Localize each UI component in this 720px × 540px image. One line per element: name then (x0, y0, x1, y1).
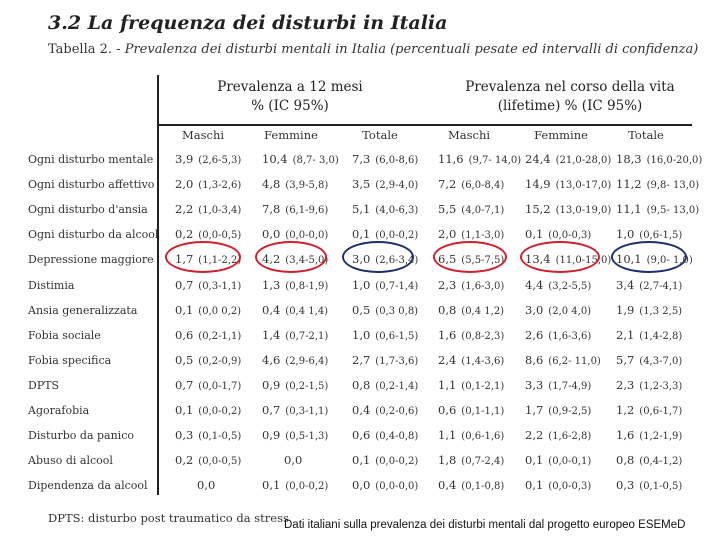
table-cell (438, 428, 504, 442)
cell-value: 3,9 (175, 152, 194, 166)
table-cell (438, 403, 504, 417)
table-cell (438, 303, 504, 317)
cell-confidence-interval: (1,0-3,4) (198, 205, 242, 216)
cell-confidence-interval: (0,1-0,8) (461, 481, 505, 492)
footnote: DPTS: disturbo post traumatico da stress (48, 511, 289, 525)
table-cell (616, 278, 682, 292)
cell-confidence-interval: (13,0-17,0) (555, 180, 612, 191)
cell-confidence-interval: (0,5-1,3) (285, 431, 329, 442)
cell-confidence-interval: (1,3 2,5) (639, 306, 683, 317)
cell-value: 3,0 (525, 303, 544, 317)
cell-value: 11,1 (616, 202, 642, 216)
table-cell (438, 152, 521, 166)
cell-confidence-interval: (5,5-7,5) (461, 255, 505, 266)
table-cell (525, 403, 591, 417)
cell-value: 0,9 (262, 378, 281, 392)
cell-confidence-interval: (0,2-1,5) (285, 381, 329, 392)
table-cell (616, 353, 682, 367)
cell-value: 3,3 (525, 378, 544, 392)
table-cell (616, 177, 699, 191)
cell-confidence-interval: (0,2-1,1) (198, 331, 242, 342)
cell-value: 1,2 (616, 403, 635, 417)
table-cell (175, 278, 241, 292)
cell-confidence-interval: (2,0 4,0) (548, 306, 592, 317)
table-cell (438, 353, 504, 367)
cell-confidence-interval: (0,0-0,3) (548, 230, 592, 241)
cell-value: 0,6 (175, 328, 194, 342)
table-cell (525, 428, 591, 442)
header-lifetime-sub: (lifetime) % (IC 95%) (497, 98, 643, 114)
cell-confidence-interval: (0,0-0,3) (548, 481, 592, 492)
cell-value: 1,0 (352, 328, 371, 342)
cell-confidence-interval: (4,0-7,1) (461, 205, 505, 216)
cell-confidence-interval: (1,6-3,0) (461, 281, 505, 292)
table-cell (352, 428, 418, 442)
cell-confidence-interval: (1,3-2,6) (198, 180, 242, 191)
col-header-male-12m: Maschi (181, 128, 225, 142)
cell-confidence-interval: (0,7-2,1) (285, 331, 329, 342)
cell-value: 11,2 (616, 177, 642, 191)
cell-value: 2,2 (175, 202, 194, 216)
cell-confidence-interval: (0,3-1,1) (285, 406, 329, 417)
cell-value: 1,6 (438, 328, 457, 342)
cell-value: 15,2 (525, 202, 551, 216)
table-cell (262, 353, 328, 367)
cell-value: 3,0 (352, 252, 371, 266)
cell-value: 0,1 (352, 453, 371, 467)
cell-confidence-interval: (0,3-1,1) (198, 281, 242, 292)
cell-confidence-interval: (6,2- 11,0) (548, 356, 601, 367)
table-cell (616, 227, 682, 241)
cell-value: 0,3 (616, 478, 635, 492)
table-cell (262, 152, 339, 166)
cell-confidence-interval: (1,4-2,8) (639, 331, 683, 342)
cell-value: 1,6 (616, 428, 635, 442)
table-cell (438, 202, 504, 216)
row-label: Dipendenza da alcool (28, 479, 148, 492)
cell-value: 2,6 (525, 328, 544, 342)
table-cell (525, 303, 591, 317)
row-label: DPTS (28, 379, 60, 392)
cell-confidence-interval: (0,1-0,5) (639, 481, 683, 492)
cell-value: 1,7 (525, 403, 544, 417)
table-cell (175, 202, 241, 216)
table-caption (48, 42, 698, 57)
cell-value: 0,0 (284, 453, 303, 467)
table-cell (262, 227, 328, 241)
cell-value: 1,1 (438, 428, 457, 442)
table-cell (438, 478, 504, 492)
cell-confidence-interval: (1,6-3,6) (548, 331, 592, 342)
cell-value: 2,0 (175, 177, 194, 191)
table-cell (262, 453, 302, 467)
cell-value: 1,0 (352, 278, 371, 292)
cell-confidence-interval: (9,8- 13,0) (646, 180, 700, 191)
cell-value: 7,8 (262, 202, 281, 216)
row-label: Depressione maggiore (28, 253, 154, 266)
cell-value: 0,1 (175, 403, 194, 417)
cell-value: 8,6 (525, 353, 544, 367)
cell-value: 1,0 (616, 227, 635, 241)
cell-confidence-interval: (0,2-0,6) (375, 406, 419, 417)
table-cell (352, 202, 418, 216)
cell-confidence-interval: (0,0-0,1) (548, 456, 592, 467)
table-cell (175, 403, 241, 417)
row-label: Fobia specifica (28, 354, 112, 367)
table-cell (525, 177, 611, 191)
cell-confidence-interval: (0,9-2,5) (548, 406, 592, 417)
cell-confidence-interval: (0,6-1,5) (375, 331, 419, 342)
cell-value: 0,0 (352, 478, 371, 492)
cell-confidence-interval: (1,2-1,9) (639, 431, 683, 442)
table-cell (262, 428, 328, 442)
cell-confidence-interval: (3,2-5,5) (548, 281, 592, 292)
highlight-ring-total-life (611, 241, 687, 273)
table-cell (438, 177, 504, 191)
cell-value: 7,2 (438, 177, 457, 191)
cell-confidence-interval: (11,0-15,0) (555, 255, 612, 266)
table-cell (616, 303, 682, 317)
highlight-ring-female-12m (255, 241, 327, 273)
cell-value: 3,5 (352, 177, 371, 191)
cell-confidence-interval: (1,1-2,2) (198, 255, 242, 266)
cell-value: 0,1 (525, 227, 544, 241)
table-cell (175, 353, 241, 367)
cell-value: 0,5 (352, 303, 371, 317)
col-header-female-12m: Femmine (264, 128, 318, 142)
cell-confidence-interval: (4,0-6,3) (375, 205, 419, 216)
table-cell (352, 177, 418, 191)
cell-confidence-interval: (2,9-4,0) (375, 180, 419, 191)
table-cell (616, 202, 699, 216)
cell-value: 0,8 (352, 378, 371, 392)
cell-confidence-interval: (0,0-0,5) (198, 456, 242, 467)
row-label: Abuso di alcool (28, 454, 113, 467)
cell-value: 0,1 (175, 303, 194, 317)
cell-confidence-interval: (4,3-7,0) (639, 356, 683, 367)
cell-value: 0,8 (616, 453, 635, 467)
table-cell (352, 478, 418, 492)
cell-value: 4,8 (262, 177, 281, 191)
table-cell (175, 453, 241, 467)
cell-value: 10,4 (262, 152, 288, 166)
cell-confidence-interval: (9,5- 13,0) (646, 205, 700, 216)
cell-value: 0,4 (438, 478, 457, 492)
col-header-total-life: Totale (628, 128, 664, 142)
cell-confidence-interval: (0,0-1,7) (198, 381, 242, 392)
table-cell (525, 328, 591, 342)
cell-value: 0,0 (262, 227, 281, 241)
row-label: Disturbo da panico (28, 429, 134, 442)
table-cell (525, 278, 591, 292)
cell-confidence-interval: (0,6-1,7) (639, 406, 683, 417)
cell-confidence-interval: (0,0-0,0) (375, 481, 419, 492)
cell-value: 0,5 (175, 353, 194, 367)
cell-value: 2,3 (616, 378, 635, 392)
table-cell (525, 227, 591, 241)
cell-confidence-interval: (0,0-0,0) (285, 230, 329, 241)
cell-value: 5,5 (438, 202, 457, 216)
cell-confidence-interval: (1,6-2,8) (548, 431, 592, 442)
cell-value: 2,1 (616, 328, 635, 342)
table-header-rule (157, 124, 692, 126)
row-label: Distimia (28, 279, 75, 292)
cell-confidence-interval: (9,0- 1,0) (646, 255, 693, 266)
cell-value: 0,9 (262, 428, 281, 442)
slide-caption: Dati italiani sulla prevalenza dei disturbi mentali dal progetto europeo ESEMeD (284, 519, 686, 531)
table-cell (262, 202, 328, 216)
cell-confidence-interval: (1,2-3,3) (639, 381, 683, 392)
cell-value: 7,3 (352, 152, 371, 166)
cell-confidence-interval: (2,7-4,1) (639, 281, 683, 292)
cell-confidence-interval: (0,8-1,9) (285, 281, 329, 292)
table-cell (616, 403, 682, 417)
table-cell (616, 328, 682, 342)
cell-value: 0,7 (175, 278, 194, 292)
table-cell (175, 378, 241, 392)
cell-value: 0,4 (352, 403, 371, 417)
table-cell (175, 478, 215, 492)
table-cell (352, 378, 418, 392)
table-cell (616, 478, 682, 492)
table-cell (352, 403, 418, 417)
table-vertical-rule (157, 75, 159, 495)
table-cell (438, 227, 504, 241)
cell-value: 1,8 (438, 453, 457, 467)
cell-value: 10,1 (616, 252, 642, 266)
cell-confidence-interval: (21,0-28,0) (555, 155, 612, 166)
cell-value: 5,7 (616, 353, 635, 367)
table-cell (175, 428, 241, 442)
cell-value: 4,6 (262, 353, 281, 367)
cell-confidence-interval: (0,6-1,5) (639, 230, 683, 241)
table-cell (262, 378, 328, 392)
cell-value: 1,9 (616, 303, 635, 317)
table-caption-text: Prevalenza dei disturbi mentali in Italia (percentuali pesate ed intervalli di confidenza) (124, 42, 699, 57)
cell-confidence-interval: (2,6-5,3) (198, 155, 242, 166)
cell-confidence-interval: (0,1-2,1) (461, 381, 505, 392)
header-12-months-title: Prevalenza a 12 mesi (217, 79, 363, 95)
cell-confidence-interval: (16,0-20,0) (646, 155, 703, 166)
cell-value: 5,1 (352, 202, 371, 216)
highlight-ring-male-12m (165, 241, 241, 273)
cell-confidence-interval: (2,9-6,4) (285, 356, 329, 367)
highlight-ring-total-12m (342, 241, 414, 273)
cell-confidence-interval: (0,3 0,8) (375, 306, 419, 317)
cell-confidence-interval: (0,4-0,8) (375, 431, 419, 442)
cell-value: 1,7 (175, 252, 194, 266)
cell-value: 18,3 (616, 152, 642, 166)
cell-confidence-interval: (0,0 0,2) (198, 306, 242, 317)
cell-value: 14,9 (525, 177, 551, 191)
table-caption-lead: Tabella 2. - (48, 42, 121, 57)
cell-value: 0,8 (438, 303, 457, 317)
cell-value: 2,3 (438, 278, 457, 292)
cell-confidence-interval: (0,2-0,9) (198, 356, 242, 367)
cell-value: 1,3 (262, 278, 281, 292)
cell-confidence-interval: (6,0-8,6) (375, 155, 419, 166)
cell-value: 13,4 (525, 252, 551, 266)
table-cell (175, 328, 241, 342)
cell-confidence-interval: (2,6-3,4) (375, 255, 419, 266)
table-cell (438, 278, 504, 292)
table-cell (352, 278, 418, 292)
table-cell (262, 328, 328, 342)
cell-confidence-interval: (1,7-3,6) (375, 356, 419, 367)
cell-value: 0,4 (262, 303, 281, 317)
col-header-total-12m: Totale (362, 128, 398, 142)
table-cell (438, 453, 504, 467)
cell-value: 0,7 (175, 378, 194, 392)
table-cell (525, 453, 591, 467)
table-cell (616, 152, 702, 166)
cell-confidence-interval: (0,8-2,3) (461, 331, 505, 342)
table-cell (352, 227, 418, 241)
header-12-months-sub: % (IC 95%) (251, 98, 329, 114)
cell-value: 0,1 (352, 227, 371, 241)
row-label: Ogni disturbo d'ansia (28, 203, 148, 216)
cell-confidence-interval: (0,7-2,4) (461, 456, 505, 467)
table-cell (352, 453, 418, 467)
table-cell (525, 152, 611, 166)
table-cell (175, 152, 241, 166)
cell-value: 0,0 (197, 478, 216, 492)
table-cell (175, 303, 241, 317)
cell-confidence-interval: (0,6-1,6) (461, 431, 505, 442)
cell-value: 2,4 (438, 353, 457, 367)
cell-value: 2,2 (525, 428, 544, 442)
table-cell (352, 152, 418, 166)
header-12-months (215, 78, 365, 116)
table-cell (262, 177, 328, 191)
cell-value: 0,1 (525, 478, 544, 492)
cell-value: 4,2 (262, 252, 281, 266)
row-label: Ogni disturbo da alcool (28, 228, 159, 241)
cell-confidence-interval: (6,1-9,6) (285, 205, 329, 216)
cell-confidence-interval: (0,1-1,1) (461, 406, 505, 417)
cell-value: 24,4 (525, 152, 551, 166)
table-cell (262, 303, 328, 317)
row-label: Fobia sociale (28, 329, 101, 342)
cell-confidence-interval: (0,2-1,4) (375, 381, 419, 392)
table-cell (175, 227, 241, 241)
row-label: Ogni disturbo affettivo (28, 178, 155, 191)
row-label: Ansia generalizzata (28, 304, 138, 317)
highlight-ring-female-life (520, 241, 600, 273)
cell-value: 4,4 (525, 278, 544, 292)
header-lifetime (455, 78, 685, 116)
cell-confidence-interval: (0,4-1,2) (639, 456, 683, 467)
table-cell (175, 177, 241, 191)
table-cell (438, 378, 504, 392)
cell-value: 2,0 (438, 227, 457, 241)
cell-confidence-interval: (0,0-0,2) (198, 406, 242, 417)
cell-confidence-interval: (0,1-0,5) (198, 431, 242, 442)
cell-confidence-interval: (0,0-0,2) (375, 456, 419, 467)
section-title: 3.2 La frequenza dei disturbi in Italia (48, 12, 448, 34)
table-cell (438, 328, 504, 342)
cell-confidence-interval: (0,7-1,4) (375, 281, 419, 292)
cell-confidence-interval: (3,9-5,8) (285, 180, 329, 191)
cell-value: 0,2 (175, 453, 194, 467)
cell-value: 0,3 (175, 428, 194, 442)
cell-confidence-interval: (13,0-19,0) (555, 205, 612, 216)
cell-confidence-interval: (1,4-3,6) (461, 356, 505, 367)
cell-value: 0,7 (262, 403, 281, 417)
table-cell (352, 353, 418, 367)
table-cell (262, 278, 328, 292)
table-cell (525, 478, 591, 492)
cell-confidence-interval: (1,1-3,0) (461, 230, 505, 241)
table-cell (352, 303, 418, 317)
cell-confidence-interval: (0,4 1,4) (285, 306, 329, 317)
cell-value: 0,6 (352, 428, 371, 442)
cell-value: 2,7 (352, 353, 371, 367)
cell-confidence-interval: (0,0-0,2) (285, 481, 329, 492)
table-cell (616, 453, 682, 467)
highlight-ring-male-life (433, 241, 507, 273)
cell-value: 1,1 (438, 378, 457, 392)
cell-value: 11,6 (438, 152, 464, 166)
table-cell (262, 478, 328, 492)
cell-confidence-interval: (8,7- 3,0) (292, 155, 339, 166)
row-label: Ogni disturbo mentale (28, 153, 154, 166)
cell-value: 0,2 (175, 227, 194, 241)
cell-value: 6,5 (438, 252, 457, 266)
cell-confidence-interval: (6,0-8,4) (461, 180, 505, 191)
cell-confidence-interval: (0,0-0,2) (375, 230, 419, 241)
table-cell (616, 428, 682, 442)
table-cell (616, 378, 682, 392)
table-cell (525, 353, 601, 367)
row-label: Agorafobia (28, 404, 90, 417)
cell-confidence-interval: (1,7-4,9) (548, 381, 592, 392)
cell-confidence-interval: (3,4-5,0) (285, 255, 329, 266)
cell-confidence-interval: (9,7- 14,0) (468, 155, 522, 166)
cell-value: 0,6 (438, 403, 457, 417)
col-header-male-life: Maschi (447, 128, 491, 142)
cell-confidence-interval: (0,0-0,5) (198, 230, 242, 241)
cell-value: 0,1 (262, 478, 281, 492)
cell-value: 0,1 (525, 453, 544, 467)
cell-confidence-interval: (0,4 1,2) (461, 306, 505, 317)
table-cell (525, 378, 591, 392)
cell-value: 1,4 (262, 328, 281, 342)
table-cell (525, 202, 611, 216)
table-cell (352, 328, 418, 342)
table-cell (262, 403, 328, 417)
cell-value: 3,4 (616, 278, 635, 292)
col-header-female-life: Femmine (534, 128, 588, 142)
header-lifetime-title: Prevalenza nel corso della vita (465, 79, 675, 95)
